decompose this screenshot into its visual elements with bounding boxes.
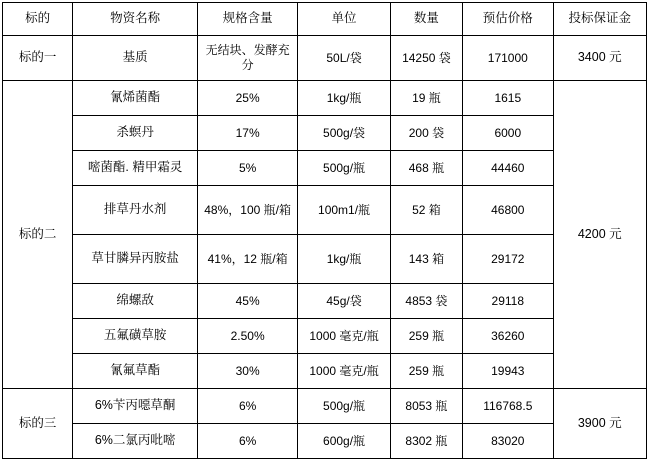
item-name: 五氟磺草胺 <box>73 319 198 354</box>
item-qty: 259 瓶 <box>390 354 462 389</box>
item-price: 6000 <box>463 116 553 151</box>
item-spec: 25% <box>197 81 297 116</box>
column-header-unit: 单位 <box>298 3 390 36</box>
table-row <box>3 186 647 235</box>
item-name: 6%苄丙噁草酮 <box>73 389 198 424</box>
column-header-price: 预估价格 <box>463 3 553 36</box>
item-price: 46800 <box>463 186 553 235</box>
lot-label-3: 标的三 <box>3 389 73 459</box>
column-header-deposit: 投标保证金 <box>553 3 647 36</box>
table-row <box>3 116 647 151</box>
item-qty: 8053 瓶 <box>390 389 462 424</box>
bid-items-table <box>2 2 647 459</box>
table-row <box>3 284 647 319</box>
column-header-qty: 数量 <box>390 3 462 36</box>
item-qty: 468 瓶 <box>390 151 462 186</box>
item-name: 草甘膦异丙胺盐 <box>73 235 198 284</box>
item-price: 44460 <box>463 151 553 186</box>
item-spec: 6% <box>197 424 297 459</box>
item-name: 杀螟丹 <box>73 116 198 151</box>
item-qty: 200 袋 <box>390 116 462 151</box>
lot-deposit-1: 3400 元 <box>553 36 647 81</box>
item-unit: 45g/袋 <box>298 284 390 319</box>
item-name: 氰氟草酯 <box>73 354 198 389</box>
item-price: 29172 <box>463 235 553 284</box>
item-price: 1615 <box>463 81 553 116</box>
table-row <box>3 424 647 459</box>
column-header-lot: 标的 <box>3 3 73 36</box>
item-unit: 500g/瓶 <box>298 389 390 424</box>
item-name: 6%二氯丙吡嘧 <box>73 424 198 459</box>
item-qty: 19 瓶 <box>390 81 462 116</box>
item-name: 嘧菌酯. 精甲霜灵 <box>73 151 198 186</box>
item-unit: 1000 毫克/瓶 <box>298 319 390 354</box>
item-spec: 2.50% <box>197 319 297 354</box>
lot-deposit-3: 3900 元 <box>553 389 647 459</box>
table-row <box>3 151 647 186</box>
item-unit: 50L/袋 <box>298 36 390 81</box>
item-price: 36260 <box>463 319 553 354</box>
item-unit: 500g/瓶 <box>298 151 390 186</box>
item-name: 氰烯菌酯 <box>73 81 198 116</box>
item-spec: 无结块、发酵充分 <box>197 36 297 81</box>
item-spec: 48%，100 瓶/箱 <box>197 186 297 235</box>
item-name: 排草丹水剂 <box>73 186 198 235</box>
table-row <box>3 319 647 354</box>
item-price: 116768.5 <box>463 389 553 424</box>
item-qty: 4853 袋 <box>390 284 462 319</box>
item-name: 绵螺敌 <box>73 284 198 319</box>
column-header-name: 物资名称 <box>73 3 198 36</box>
item-price: 83020 <box>463 424 553 459</box>
item-spec: 41%，12 瓶/箱 <box>197 235 297 284</box>
table-row <box>3 81 647 116</box>
lot-label-1: 标的一 <box>3 36 73 81</box>
item-qty: 259 瓶 <box>390 319 462 354</box>
item-qty: 52 箱 <box>390 186 462 235</box>
item-unit: 100m1/瓶 <box>298 186 390 235</box>
lot-deposit-2: 4200 元 <box>553 81 647 389</box>
item-spec: 30% <box>197 354 297 389</box>
table-row <box>3 235 647 284</box>
item-unit: 600g/瓶 <box>298 424 390 459</box>
item-qty: 8302 瓶 <box>390 424 462 459</box>
item-unit: 1kg/瓶 <box>298 81 390 116</box>
lot-label-2: 标的二 <box>3 81 73 389</box>
item-spec: 17% <box>197 116 297 151</box>
item-spec: 6% <box>197 389 297 424</box>
table-header-row <box>3 3 647 36</box>
item-name: 基质 <box>73 36 198 81</box>
item-spec: 5% <box>197 151 297 186</box>
item-unit: 500g/袋 <box>298 116 390 151</box>
table-row <box>3 354 647 389</box>
item-unit: 1kg/瓶 <box>298 235 390 284</box>
item-spec: 45% <box>197 284 297 319</box>
table-row <box>3 36 647 81</box>
table-row <box>3 389 647 424</box>
item-qty: 14250 袋 <box>390 36 462 81</box>
column-header-spec: 规格含量 <box>197 3 297 36</box>
item-price: 19943 <box>463 354 553 389</box>
document-page <box>0 2 649 448</box>
item-price: 171000 <box>463 36 553 81</box>
item-qty: 143 箱 <box>390 235 462 284</box>
item-price: 29118 <box>463 284 553 319</box>
item-unit: 1000 毫克/瓶 <box>298 354 390 389</box>
